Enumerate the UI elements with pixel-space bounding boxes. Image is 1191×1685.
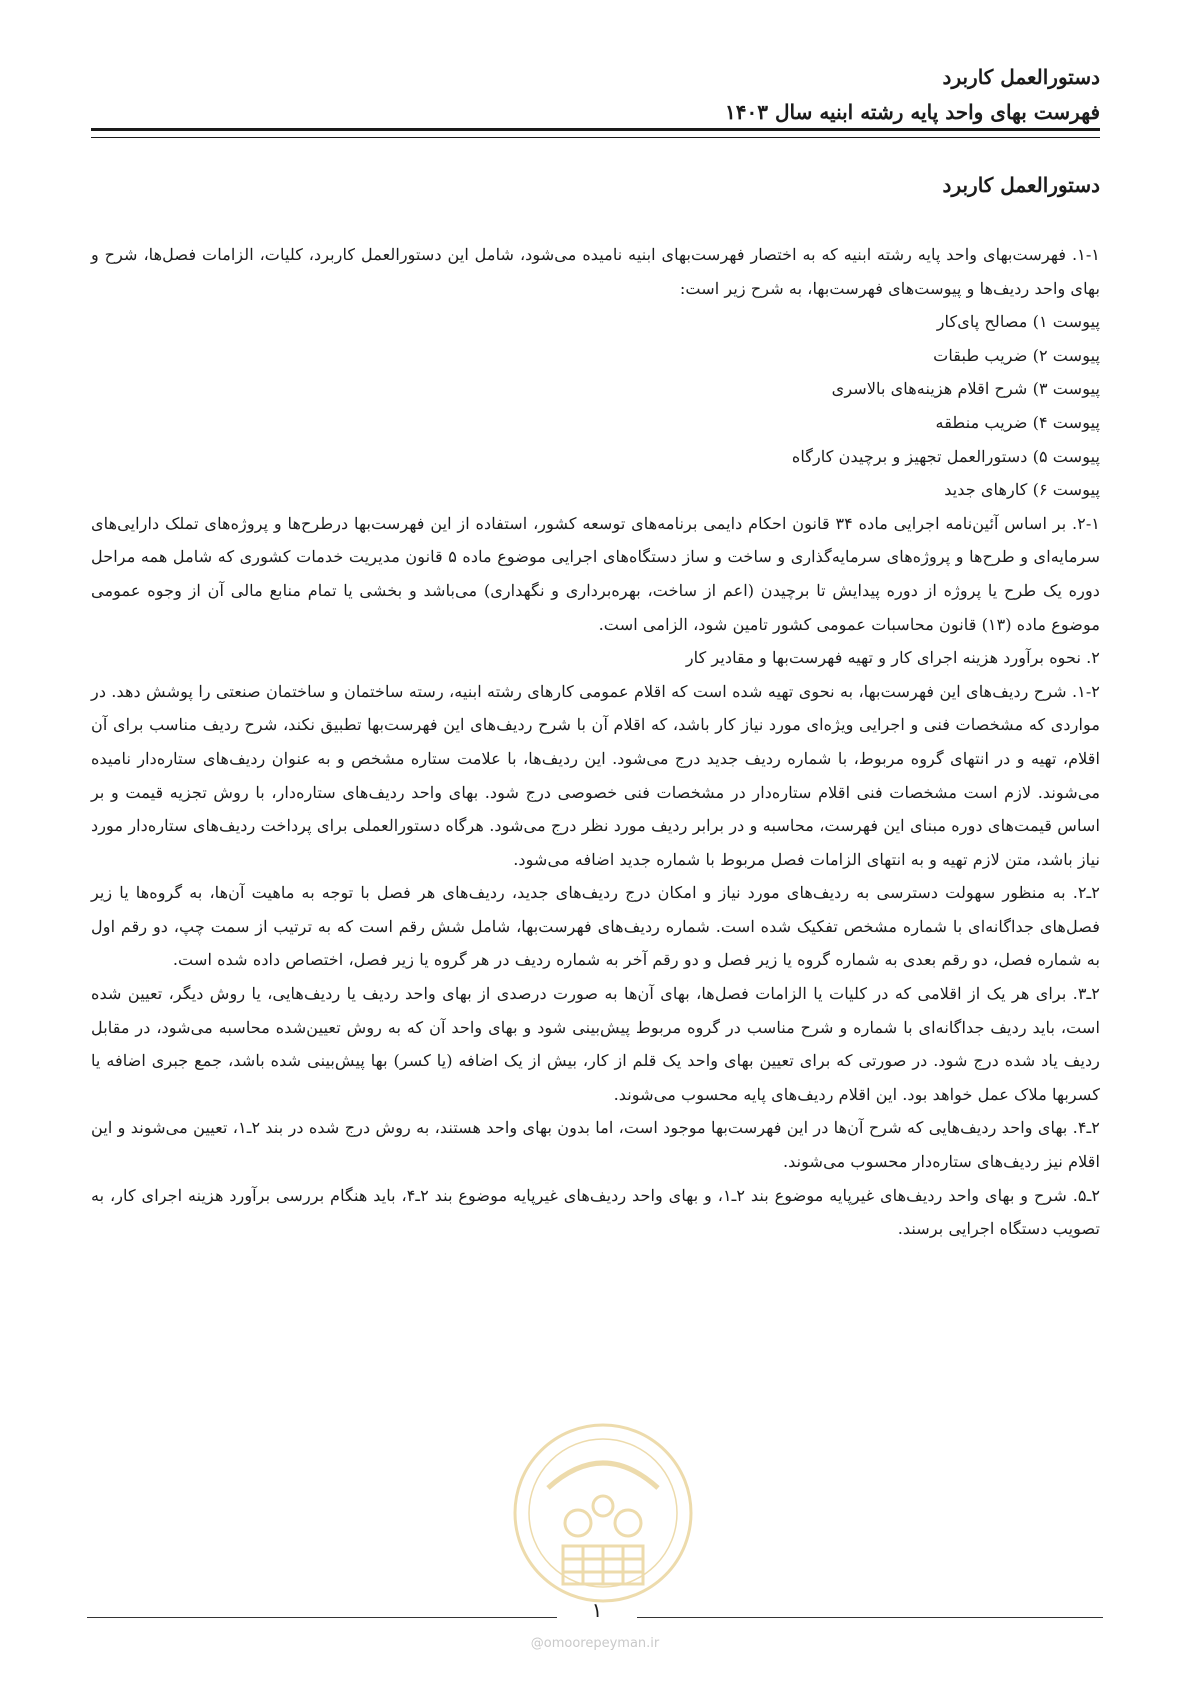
header-divider xyxy=(91,128,1100,138)
paragraph-1-2: ۲-۱. بر اساس آئین‌نامه اجرایی ماده ۳۴ قانون احکام دایمی برنامه‌های توسعه کشور، استفاده از این فهرست‌بها درطرح‌ها و پروژه‌های تملک دارایی‌های سرمایه‌ای و طرح‌ها و پروژه‌های سرمایه‌گذاری و ساخت و ساز دستگاه‌های اجرایی موضوع ماده ۵ قانون مدیریت خدمات کشوری که شامل همه مراحل دوره یک طرح یا پروژه از دوره پیدایش تا برچیدن (اعم از ساخت، بهره‌برداری و نگهداری) می‌باشد و بخشی یا تمام منابع مالی آن از وجوه عمومی موضوع ماده (۱۳) قانون محاسبات عمومی کشور تامین شود، الزامی است. xyxy=(91,513,1101,634)
paragraph-2-5: ۲ـ۵. شرح و بهای واحد ردیف‌های غیرپایه موضوع بند ۲ـ۱، و بهای واحد ردیف‌های غیرپایه موضوع بند ۲ـ۴، باید هنگام بررسی برآورد هزینه اجرای کار، به تصویب دستگاه اجرایی برسند. xyxy=(91,1185,1101,1239)
appendix-item-6: پیوست ۶) کارهای جدید xyxy=(944,480,1100,500)
paragraph-2-3: ۲ـ۳. برای هر یک از اقلامی که در کلیات یا الزامات فصل‌ها، بهای آن‌ها به صورت درصدی از بهای واحد ردیف یا ردیف‌هایی، یا روش دیگر، تعیین شده است، باید ردیف جداگانه‌ای با شماره و شرح مناسب در گروه مربوط پیش‌بینی شود و بهای واحد آن که به روش تعیین‌شده محاسبه می‌شود، در مقابل ردیف یاد شده درج شود. در صورتی که برای تعیین بهای واحد یک قلم از کار، بیش از یک اضافه (یا کسر) بها پیش‌بینی شده باشد، جمع جبری اضافه یا کسربها ملاک عمل خواهد بود. این اقلام ردیف‌های پایه محسوب می‌شوند. xyxy=(91,984,1100,1104)
footer-rule-left xyxy=(87,1617,557,1618)
section-title: دستورالعمل کاربرد xyxy=(942,173,1100,197)
appendix-item-3: پیوست ۳) شرح اقلام هزینه‌های بالاسری xyxy=(831,379,1100,399)
section-heading-2: ۲. نحوه برآورد هزینه اجرای کار و تهیه فهرست‌بها و مقادیر کار xyxy=(685,648,1100,668)
header-title: دستورالعمل کاربرد xyxy=(942,65,1100,89)
appendix-item-5: پیوست ۵) دستورالعمل تجهیز و برچیدن کارگاه xyxy=(791,446,1100,466)
paragraph-2-1: ۱-۲. شرح ردیف‌های این فهرست‌بها، به نحوی تهیه شده است که اقلام عمومی کارهای رشته ابنیه، رسته ساختمان و ساختمان صنعتی را پوشش دهد. در مواردی که مشخصات فنی و اجرایی ویژه‌ای مورد نیاز کار باشد، که اقلام آن با شرح ردیف‌های این فهرست‌بها تطبیق نکند، شرح ردیف مناسب برای آن اقلام، تهیه و در انتهای گروه مربوط، با شماره ردیف جدید درج می‌شود. این ردیف‌ها، با علامت ستاره مشخص و به عنوان ردیف‌های ستاره‌دار نامیده می‌شوند. لازم است مشخصات فنی اقلام ستاره‌دار در مشخصات فنی خصوصی درج شود. بهای واحد ردیف‌های ستاره‌دار، با روش تجزیه قیمت و بر اساس قیمت‌های دوره مبنای این فهرست، محاسبه و در برابر ردیف مورد نظر درج می‌شود. هرگاه دستورالعملی برای پرداخت ردیف‌های ستاره‌دار مورد نیاز باشد، متن لازم تهیه و به انتهای الزامات فصل مربوط با شماره جدید اضافه می‌شود. xyxy=(91,681,1100,869)
footer-handle[interactable]: @omoorepeyman.ir xyxy=(530,1636,660,1651)
paragraph-2-2: ۲ـ۲. به منظور سهولت دسترسی به ردیف‌های مورد نیاز و امکان درج ردیف‌های جدید، ردیف‌های هر فصل با توجه به ماهیت آن‌ها، به گروه‌ها یا زیر فصل‌های جداگانه‌ای با شماره مشخص تفکیک شده است. شماره ردیف‌های فهرست‌بها، شامل شش رقم است که به ترتیب از سمت چپ، دو رقم اول به شماره فصل، دو رقم بعدی به شماره گروه یا زیر فصل و دو رقم آخر به شماره ردیف در هر گروه یا زیر فصل، اختصاص داده شده است. xyxy=(91,883,1100,970)
appendix-item-4: پیوست ۴) ضریب منطقه xyxy=(935,412,1100,432)
omoorepeyman-seal-icon xyxy=(508,1418,698,1608)
appendix-item-1: پیوست ۱) مصالح پای‌کار xyxy=(936,312,1100,332)
running-header xyxy=(100,60,1100,130)
footer-rule-right xyxy=(637,1617,1103,1618)
page-number: ۱ xyxy=(591,1598,603,1622)
paragraph-1-1: ۱-۱. فهرست‌بهای واحد پایه رشته ابنیه که به اختصار فهرست‌بهای ابنیه نامیده می‌شود، شامل این دستورالعمل کاربرد، کلیات، الزامات فصل‌ها، شرح و بهای واحد ردیف‌ها و پیوست‌های فهرست‌بها، به شرح زیر است: xyxy=(91,245,1100,298)
body-text xyxy=(91,238,1100,1246)
header-subtitle: فهرست بهای واحد پایه رشته ابنیه سال ۱۴۰۳ xyxy=(725,100,1100,124)
appendix-item-2: پیوست ۲) ضریب طبقات xyxy=(933,345,1100,365)
paragraph-2-4: ۲ـ۴. بهای واحد ردیف‌هایی که شرح آن‌ها در این فهرست‌بها موجود است، اما بدون بهای واحد هستند، به روش درج شده در بند ۲ـ۱، تعیین می‌شوند و این اقلام نیز ردیف‌های ستاره‌دار محسوب می‌شوند. xyxy=(91,1118,1100,1172)
